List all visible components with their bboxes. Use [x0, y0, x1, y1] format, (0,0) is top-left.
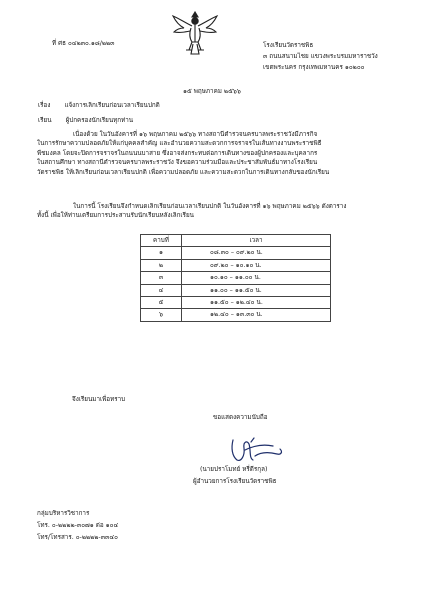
period-schedule-table [140, 234, 331, 322]
garuda-emblem-icon [170, 8, 220, 58]
table-header-row [141, 235, 331, 247]
table-row [141, 309, 331, 321]
period-number: ๑ [141, 247, 182, 259]
footer-phone: โทร. ๐-๒๒๒๒-๓๐๗๑ ต่อ ๑๐๔ [37, 522, 119, 529]
paragraph-line: ในการรักษาความปลอดภัยให้แก่บุคคลสำคัญ และอำนวยความสะดวกการจราจรในเส้นทางงานพระราชพิธี [37, 140, 322, 148]
handwritten-signature [225, 434, 285, 466]
subject-label: เรื่อง [38, 102, 51, 109]
body-paragraph-1 [37, 130, 399, 177]
paragraph-line: ในสถานศึกษา ทางสถานีตำรวจนครบาลพระราชวัง จึงขอความร่วมมือและประชาสัมพันธ์มาทางโรงเรียน [37, 159, 318, 167]
period-time: ๑๑.๐๐ – ๑๑.๕๐ น. [182, 284, 331, 296]
table-row [141, 247, 331, 259]
paragraph-line: วัดราชพิธ ให้เลิกเรียนก่อนเวลาเรียนปกติ เพื่อความปลอดภัย และความสะดวกในการเดินทางกลับของนักเรียน [37, 168, 330, 176]
letter-date: ๑๕ พฤษภาคม ๒๕๖๖ [183, 88, 241, 95]
recipient-label: เรียน [38, 117, 52, 124]
paragraph-line: ทั้งนี้ เพื่อให้ท่านเตรียมการประสานรับนักเรียนหลังเลิกเรียน [37, 212, 194, 220]
period-time: ๑๒.๔๐ – ๑๓.๓๐ น. [182, 309, 331, 321]
period-number: ๔ [141, 284, 182, 296]
period-time: ๑๑.๕๐ – ๑๒.๔๐ น. [182, 296, 331, 308]
period-time: ๑๐.๑๐ – ๑๑.๐๐ น. [182, 272, 331, 284]
table-row [141, 259, 331, 271]
closing-regards: ขอแสดงความนับถือ [213, 414, 268, 421]
school-name: โรงเรียนวัดราชพิธ [263, 42, 314, 49]
recipient-line [38, 116, 133, 125]
column-header-period: คาบที่ [141, 235, 182, 247]
paragraph-line: เนื่องด้วย ในวันอังคารที่ ๑๖ พฤษภาคม ๒๕๖๖ ทางสถานีตำรวจนครบาลพระราชวังมีภารกิจ [73, 131, 318, 138]
period-number: ๒ [141, 259, 182, 271]
recipient-text: ผู้ปกครองนักเรียนทุกท่าน [65, 117, 134, 124]
footer-department: กลุ่มบริหารวิชาการ [37, 510, 90, 517]
signer-name: (นายปราโมทย์ หรี่ดีรกุล) [200, 466, 268, 473]
column-header-time: เวลา [182, 235, 331, 247]
paragraph-line: พืชมงคล โดยจะปิดการจราจรในถนนนบาสาย ซึ่งอาจส่งกระทบต่อการเดินทางของผู้ปกครองและบุคลากร [37, 149, 318, 157]
table-row [141, 272, 331, 284]
address-line-1: ๓ ถนนสนามไชย แขวงพระบรมมหาราชวัง [263, 53, 378, 60]
subject-text: แจ้งการเลิกเรียนก่อนเวลาเรียนปกติ [64, 102, 160, 109]
footer-fax: โทร/โทรสาร. ๐-๒๒๒๒-๓๓๔๐ [37, 534, 118, 541]
period-time: ๐๘.๓๐ – ๐๙.๒๐ น. [182, 247, 331, 259]
period-time: ๐๙.๒๐ – ๑๐.๑๐ น. [182, 259, 331, 271]
period-number: ๕ [141, 296, 182, 308]
closing-notice: จึงเรียนมาเพื่อทราบ [72, 396, 126, 403]
address-line-2: เขตพระนคร กรุงเทพมหานคร ๑๐๒๐๐ [263, 64, 365, 71]
period-number: ๓ [141, 272, 182, 284]
table-row [141, 296, 331, 308]
subject-line [38, 101, 160, 110]
body-paragraph-2 [37, 202, 399, 221]
document-number: ที่ ศธ ๐๔๒๓๐.๑๘/๒๒๓ [52, 40, 115, 47]
period-number: ๖ [141, 309, 182, 321]
paragraph-line: ในการนี้ โรงเรียนจึงกำหนดเลิกเรียนก่อนเวลาเรียนปกติ ในวันอังคารที่ ๑๖ พฤษภาคม ๒๕๖๖ ดังตาราง [73, 203, 347, 210]
signer-position: ผู้อำนวยการโรงเรียนวัดราชพิธ [193, 478, 277, 485]
table-row [141, 284, 331, 296]
